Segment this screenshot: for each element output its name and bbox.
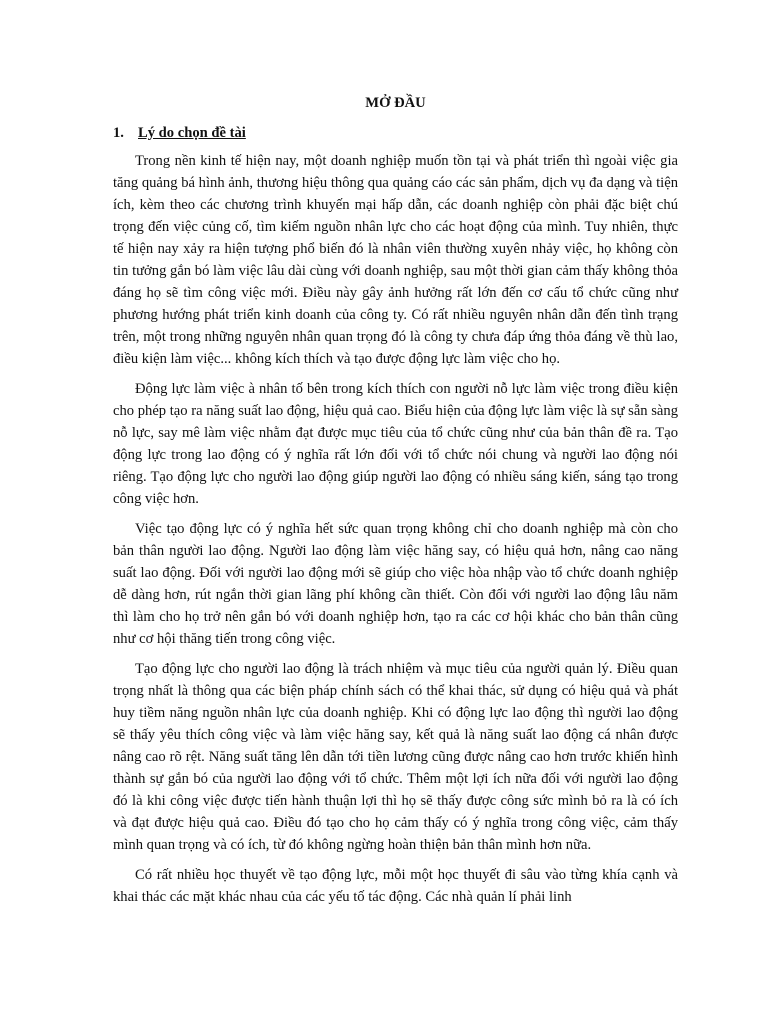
paragraph-4: Tạo động lực cho người lao động là trách nhiệm và mục tiêu của người quản lý. Điều quan trọng nhất là thông qua các biện pháp chính sách có thể khai thác, sử dụng có hiệu quả và phát huy tiềm năng nguồn nhân lực của doanh nghiệp. Khi có động lực lao động thì người lao động sẽ thấy yêu thích công việc và làm việc hăng say, kết quả là năng suất lao động cá nhân được nâng cao rõ rệt. Năng suất tăng lên dẫn tới tiền lương cũng được nâng cao hơn trước khiến hình thành sự gắn bó của người lao động với tổ chức. Thêm một lợi ích nữa đối với người lao động đó là khi công việc được tiến hành thuận lợi thì họ sẽ thấy được công sức mình bỏ ra là có ích và đạt được hiệu quả cao. Điều đó tạo cho họ cảm thấy có ý nghĩa trong công việc, cảm thấy mình quan trọng và có ích, từ đó không ngừng hoàn thiện bản thân mình hơn nữa. (113, 661, 678, 853)
paragraph-3: Việc tạo động lực có ý nghĩa hết sức quan trọng không chỉ cho doanh nghiệp mà còn cho bản thân người lao động. Người lao động làm việc hăng say, có hiệu quả hơn, nâng cao năng suất lao động. Đối với người lao động mới sẽ giúp cho việc hòa nhập vào tổ chức doanh nghiệp dễ dàng hơn, rút ngắn thời gian lãng phí không cần thiết. Còn đối với người lao động lâu năm thì làm cho họ trở nên gắn bó với doanh nghiệp hơn, tạo ra các cơ hội khác cho bản thân cũng như cơ hội thăng tiến trong công việc. (113, 521, 678, 647)
section-heading-text: Lý do chọn đề tài (138, 125, 246, 141)
document-title: MỞ ĐẦU (365, 95, 426, 111)
document-page (113, 92, 678, 916)
paragraph-2: Động lực làm việc à nhân tố bên trong kích thích con người nỗ lực làm việc trong điều kiện cho phép tạo ra năng suất lao động, hiệu quả cao. Biểu hiện của động lực làm việc là sự sẵn sàng nỗ lực, say mê làm việc nhằm đạt được mục tiêu của tổ chức cũng như của bản thân đề ra. Tạo động lực trong lao động có ý nghĩa rất lớn đối với tổ chức nói chung và người lao động nói riêng. Tạo động lực cho người lao động giúp người lao động có nhiều sáng kiến, sáng tạo trong công việc hơn. (113, 381, 678, 507)
section-number: 1. (113, 125, 124, 141)
section-heading (113, 122, 678, 144)
paragraph-5: Có rất nhiều học thuyết về tạo động lực, mỗi một học thuyết đi sâu vào từng khía cạnh và khai thác các mặt khác nhau của các yếu tố tác động. Các nhà quản lí phải linh (113, 867, 678, 905)
paragraph-1: Trong nền kinh tế hiện nay, một doanh nghiệp muốn tồn tại và phát triển thì ngoài việc gia tăng quảng bá hình ảnh, thương hiệu thông qua quảng cáo các sản phẩm, dịch vụ đa dạng và tiện ích, kèm theo các chương trình khuyến mại hấp dẫn, các doanh nghiệp còn phải đặc biệt chú trọng đến việc củng cố, tìm kiếm nguồn nhân lực cho các hoạt động của mình. Tuy nhiên, thực tế hiện nay xảy ra hiện tượng phổ biến đó là nhân viên thường xuyên nhảy việc, họ không còn tin tưởng gắn bó làm việc lâu dài cùng với doanh nghiệp, sau một thời gian cảm thấy không thỏa đáng họ sẽ tìm công việc mới. Điều này gây ảnh hưởng rất lớn đến cơ cấu tổ chức cũng như phương hướng phát triển kinh doanh của công ty. Có rất nhiều nguyên nhân dẫn đến tình trạng trên, một trong những nguyên nhân quan trọng đó là công ty chưa đáp ứng thỏa đáng về thù lao, điều kiện làm việc... không kích thích và tạo được động lực làm việc cho họ. (113, 153, 678, 367)
